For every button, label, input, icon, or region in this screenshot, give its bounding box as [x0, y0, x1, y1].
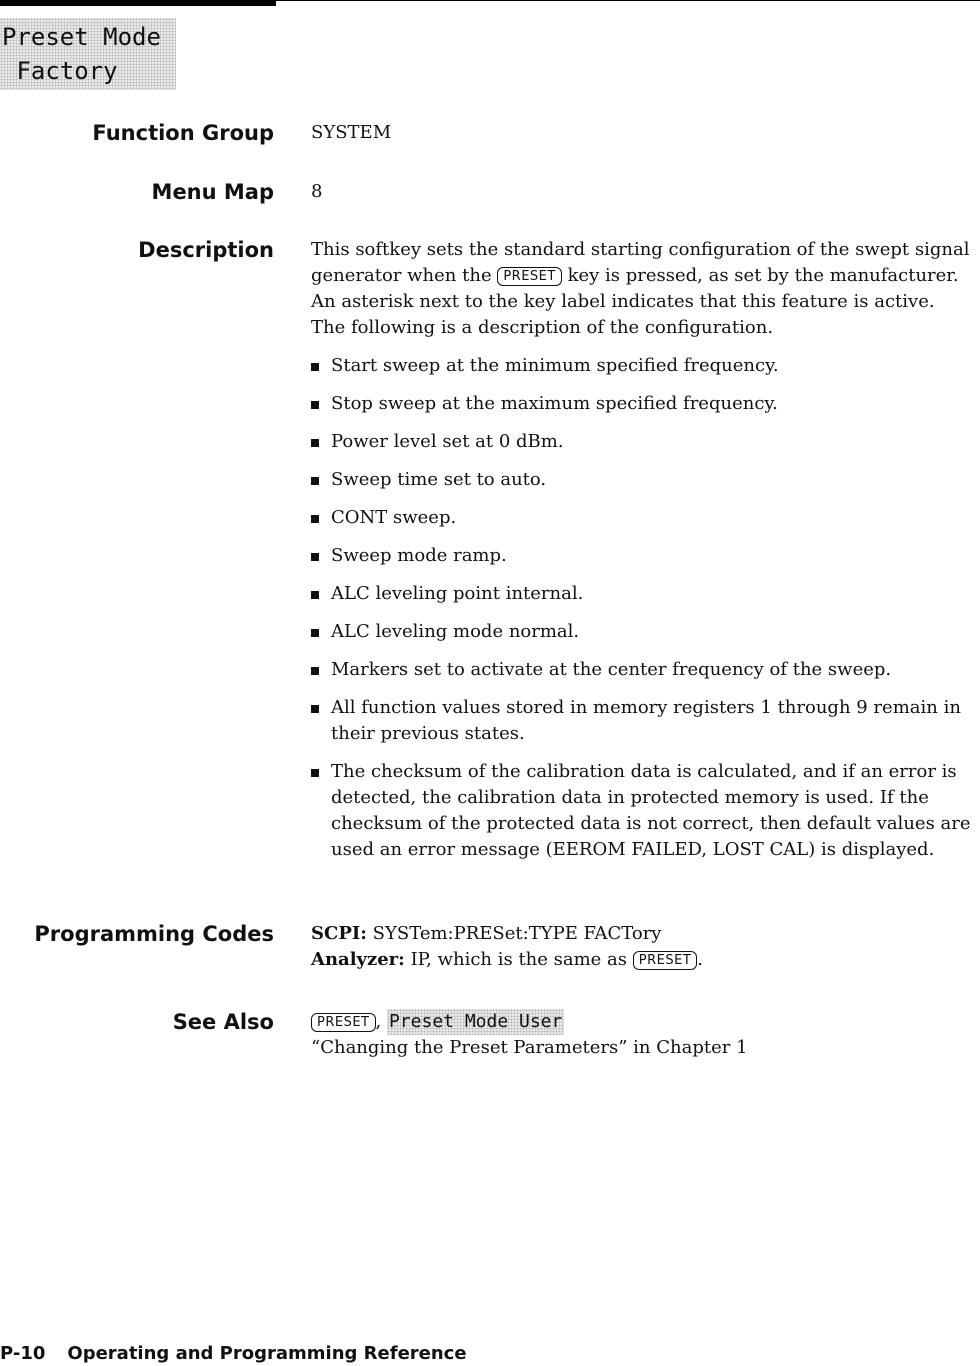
- bullet-icon: [311, 629, 319, 637]
- list-item: Markers set to activate at the center frequency of the sweep.: [311, 657, 971, 683]
- bullet-icon: [311, 553, 319, 561]
- preset-mode-user-softkey: Preset Mode User: [387, 1009, 564, 1035]
- list-item: The checksum of the calibration data is calculated, and if an error is detected, the calibration data in protected memory is used. If the checksum of the protected data is not correct, then default values are used an error message (EEROM FAILED, LOST CAL) is displayed.: [311, 759, 971, 863]
- function-group-value: SYSTEM: [311, 122, 392, 143]
- description-intro: [311, 237, 971, 341]
- analyzer-label: Analyzer:: [311, 949, 405, 970]
- softkey-line-2: Factory: [2, 57, 118, 85]
- softkey-line-1: Preset Mode: [2, 23, 161, 51]
- top-rule-thick: [0, 0, 276, 6]
- list-item: ALC leveling point internal.: [311, 581, 971, 607]
- top-rule-thin: [276, 0, 980, 1]
- list-item: All function values stored in memory registers 1 through 9 remain in their previous states.: [311, 695, 971, 747]
- menu-map-label: Menu Map: [151, 180, 274, 204]
- analyzer-end: .: [697, 949, 703, 970]
- softkey-title: [0, 18, 176, 90]
- bullet-icon: [311, 515, 319, 523]
- function-group-label: Function Group: [92, 121, 274, 145]
- programming-codes-label: Programming Codes: [34, 922, 274, 946]
- see-also-line-1: [311, 1009, 971, 1035]
- analyzer-line: [311, 947, 971, 973]
- bullet-icon: [311, 477, 319, 485]
- see-also-separator: ,: [375, 1011, 382, 1032]
- scpi-line: [311, 921, 971, 947]
- list-item: Stop sweep at the maximum specified frequency.: [311, 391, 971, 417]
- footer-title: Operating and Programming Reference: [67, 1343, 467, 1364]
- page-footer: [0, 1343, 467, 1364]
- see-also-label: See Also: [172, 1010, 274, 1034]
- bullet-icon: [311, 401, 319, 409]
- list-item: Power level set at 0 dBm.: [311, 429, 971, 455]
- list-item: Sweep mode ramp.: [311, 543, 971, 569]
- analyzer-value: IP, which is the same as: [410, 949, 628, 970]
- list-item: ALC leveling mode normal.: [311, 619, 971, 645]
- preset-key: PRESET: [633, 951, 698, 970]
- see-also-section: [311, 1009, 971, 1061]
- configuration-list: [311, 353, 971, 863]
- description-label: Description: [138, 238, 274, 262]
- see-also-reference: “Changing the Preset Parameters” in Chapter 1: [311, 1037, 748, 1058]
- scpi-value: SYSTem:PRESet:TYPE FACTory: [372, 923, 662, 944]
- intro-text-after-key: key is pressed, as set by the manufacturer. An asterisk next to the key label indicates that this feature is active. The following is a description of the configuration.: [311, 265, 959, 338]
- programming-codes-section: [311, 921, 971, 973]
- bullet-icon: [311, 705, 319, 713]
- page-number: P-10: [0, 1343, 46, 1364]
- preset-key: PRESET: [311, 1013, 376, 1032]
- scpi-label: SCPI:: [311, 923, 367, 944]
- list-item: CONT sweep.: [311, 505, 971, 531]
- bullet-icon: [311, 439, 319, 447]
- bullet-icon: [311, 591, 319, 599]
- intro-text-before-key: This softkey sets the standard starting configuration of the swept signal generator when the: [311, 239, 970, 286]
- menu-map-value: 8: [311, 181, 323, 202]
- bullet-icon: [311, 769, 319, 777]
- list-item: Sweep time set to auto.: [311, 467, 971, 493]
- bullet-icon: [311, 667, 319, 675]
- bullet-icon: [311, 363, 319, 371]
- preset-key: PRESET: [497, 267, 562, 286]
- list-item: Start sweep at the minimum specified frequency.: [311, 353, 971, 379]
- description-section: [311, 237, 971, 875]
